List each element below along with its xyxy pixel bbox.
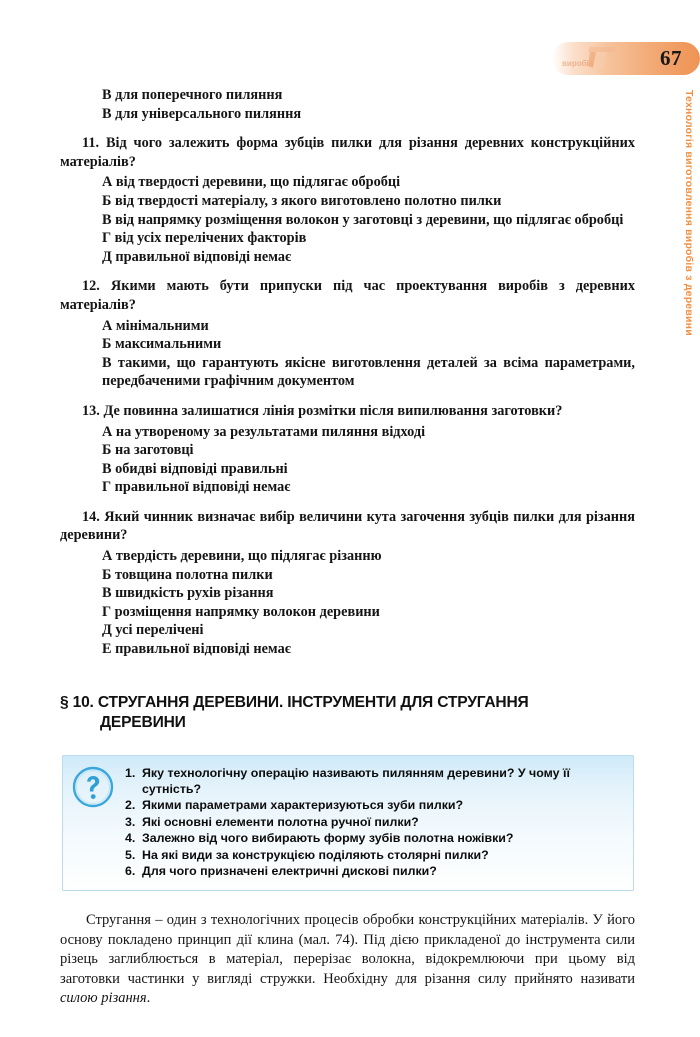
svg-text:виробів: виробів	[562, 59, 594, 68]
list-item-text: Залежно від чого вибирають форму зубів полотна ножівки?	[142, 831, 514, 846]
publisher-logo-icon	[560, 44, 626, 74]
option-item: В для універсального пиляння	[102, 105, 302, 122]
running-head-vertical	[676, 90, 698, 350]
list-item-number: 5.	[125, 847, 136, 862]
list-item-text: На які види за конструкцією поділяють столярні пилки?	[142, 847, 489, 862]
question-block-q13	[60, 402, 635, 497]
question-mark-icon	[72, 766, 114, 808]
option-item: А на утвореному за результатами пиляння відході	[102, 423, 426, 440]
list-item-number: 3.	[125, 814, 136, 829]
option-item: В швидкість рухів різання	[102, 585, 274, 602]
list-item-text: Які основні елементи полотна ручної пилки?	[142, 814, 419, 829]
paragraph-emphasis: силою різання	[60, 990, 147, 1007]
option-item: А мінімальними	[102, 317, 209, 334]
list-item	[125, 797, 621, 813]
question-stem: 12. Якими мають бути припуски під час проектування виробів з деревних матеріалів?	[60, 278, 635, 313]
section-heading-line-1: § 10. СТРУГАННЯ ДЕРЕВИНИ. ІНСТРУМЕНТИ ДЛЯ СТРУГАННЯ	[60, 693, 529, 711]
option-item: В від напрямку розміщення волокон у заготовці з деревини, що підлягає обробці	[102, 211, 624, 228]
list-item	[125, 814, 621, 830]
section-heading	[60, 693, 638, 733]
option-item: Б на заготовці	[102, 442, 194, 459]
section-heading-line-2: ДЕРЕВИНИ	[100, 713, 186, 731]
page-content	[60, 86, 635, 1023]
option-item: Г від усіх перелічених факторів	[102, 230, 307, 247]
question-stem: 11. Від чого залежить форма зубців пилки для різання деревних конструкційних матеріалів?	[60, 135, 635, 170]
question-block-q10-tail	[60, 86, 635, 123]
question-stem: 14. Який чинник визначає вибір величини кута загочення зубців пилки для різання деревини?	[60, 508, 635, 544]
paragraph-text-part-1: Стругання – один з технологічних процесів обробки конструкційних матеріалів. У його основу покладено принцип дії клина (мал. 74). Під дією прикладеної до інструмента сили різець заглиблюється в матеріал, перерізає волокна, відокремлюючи при цьому від заготовки частинки у вигляді стружки. Необхідну для різання силу прийнято називати	[60, 912, 635, 987]
option-item: Е правильної відповіді немає	[102, 641, 291, 658]
question-stem: 13. Де повинна залишатися лінія розмітки після випилювання заготовки?	[82, 402, 563, 419]
list-item-text: Для чого призначені електричні дискові пилки?	[142, 864, 437, 879]
paragraph-text-part-2: .	[146, 990, 151, 1007]
running-head-text: Технологія виготовлення виробів з деревини	[683, 90, 695, 336]
body-paragraph	[60, 911, 635, 1008]
review-questions-box	[62, 755, 634, 892]
option-item: Д усі перелічені	[102, 622, 204, 639]
page-header	[552, 42, 700, 80]
list-item-number: 1.	[125, 765, 136, 780]
option-item: Д правильної відповіді немає	[102, 248, 292, 265]
list-item-number: 6.	[125, 864, 136, 879]
option-item: Б максимальними	[102, 336, 222, 353]
option-item: В для поперечного пиляння	[102, 87, 283, 103]
list-item-number: 2.	[125, 798, 136, 813]
review-questions-list	[63, 756, 633, 891]
question-block-q12	[60, 277, 635, 391]
option-item: Б від твердості матеріалу, з якого виготовлено полотно пилки	[102, 192, 502, 209]
list-item-text: Яку технологічну операцію називають пилянням деревини? У чому її сутність?	[142, 765, 570, 797]
list-item-text: Якими параметрами характеризуються зуби пилки?	[142, 798, 464, 813]
option-item: А від твердості деревини, що підлягає обробці	[102, 174, 401, 191]
list-item	[125, 765, 621, 798]
list-item	[125, 863, 621, 879]
list-item	[125, 830, 621, 846]
option-item: Г розміщення напрямку волокон деревини	[102, 603, 380, 620]
page-number: 67	[660, 46, 682, 70]
list-item-number: 4.	[125, 831, 136, 846]
list-item	[125, 847, 621, 863]
question-block-q14	[60, 508, 635, 659]
question-block-q11	[60, 134, 635, 266]
option-item: В обидві відповіді правильні	[102, 460, 288, 477]
option-item: В такими, що гарантують якісне виготовлення деталей за всіма параметрами, передбаченими графічним документом	[102, 354, 635, 390]
option-item: Б товщина полотна пилки	[102, 566, 273, 583]
option-item: Г правильної відповіді немає	[102, 479, 291, 496]
option-item: А твердість деревини, що підлягає різанню	[102, 548, 382, 565]
